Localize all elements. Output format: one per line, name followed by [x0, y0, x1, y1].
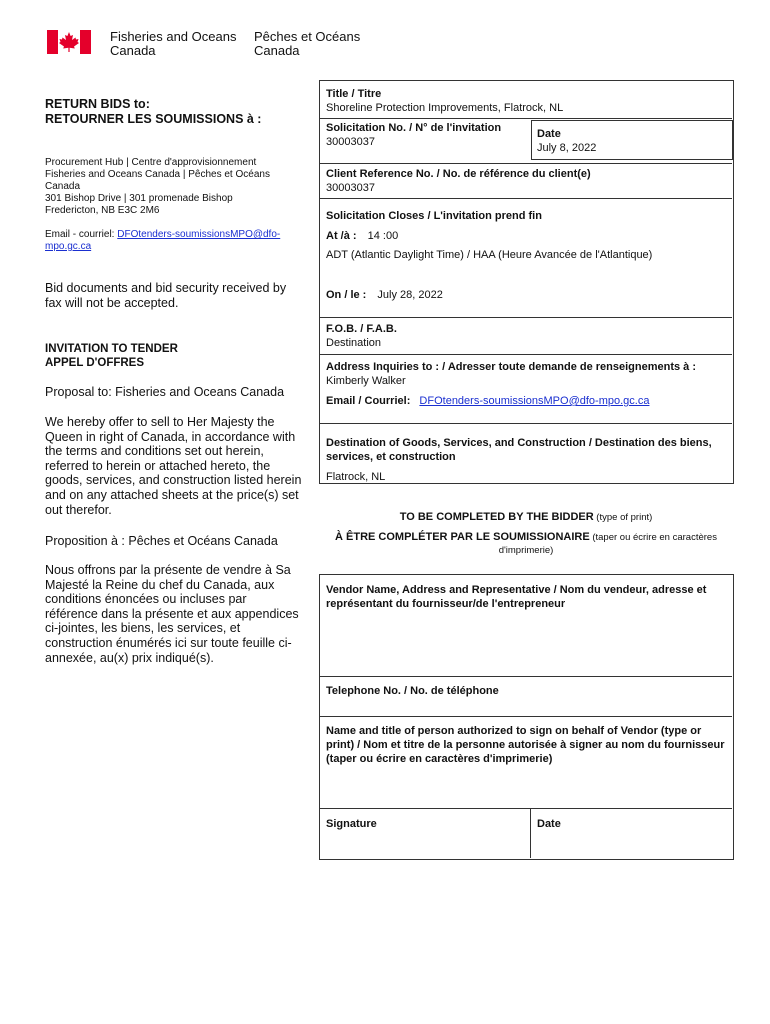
at-label: At /à : — [326, 230, 357, 242]
address-line: 301 Bishop Drive | 301 promenade Bishop — [45, 193, 233, 204]
offer-text-fr: Nous offrons par la présente de vendre à Sa Majesté la Reine du chef du Canada, aux conditions énoncées ou incluses par référence dans la présente et aux appendices ci-jointes, les biens, les services, et construction énumérés ici sur toute feuille ci-annexée, au(x) prix indiqué(s). — [45, 563, 299, 665]
destination-value: Flatrock, NL — [326, 471, 386, 483]
row-divider — [320, 716, 732, 717]
invitation-fr: APPEL D'OFFRES — [45, 357, 145, 369]
inquiries-cell — [326, 360, 728, 388]
wordmark-fr — [254, 30, 360, 58]
bidder-heading-fr-bold: À ÊTRE COMPLÉTER PAR LE SOUMISSIONAIRE — [335, 531, 590, 543]
canada-flag-logo — [47, 30, 91, 54]
return-email-link-cont[interactable]: mpo.gc.ca — [45, 241, 92, 252]
bidder-heading-en-bold: TO BE COMPLETED BY THE BIDDER — [399, 511, 594, 523]
closes-on — [326, 288, 726, 302]
solicitation-value: 30003037 — [326, 136, 375, 148]
invitation-heading — [45, 342, 305, 370]
address-line: Fredericton, NB E3C 2M6 — [45, 205, 160, 216]
inquiries-value: Kimberly Walker — [326, 375, 406, 387]
offer-text-en: We hereby offer to sell to Her Majesty the Queen in right of Canada, in accordance with the terms and conditions set out herein, referred to herein or attached hereto, the goods, services, and construction listed herein and on any attached sheets at the price(s) set out therefor. — [45, 415, 302, 517]
signature-label: Signature — [326, 818, 377, 830]
wordmark-en-line2: Canada — [110, 43, 156, 58]
destination-label: Destination of Goods, Services, and Construction / Destination des biens, services, et construction — [326, 437, 712, 463]
solicitation-label: Solicitation No. / N° de l'invitation — [326, 122, 502, 134]
row-divider — [320, 163, 732, 164]
date-value: July 8, 2022 — [537, 142, 597, 154]
bidder-date-label: Date — [537, 818, 561, 830]
timezone-text: ADT (Atlantic Daylight Time) / HAA (Heure Avancée de l'Atlantique) — [326, 249, 653, 261]
bidder-date-field[interactable] — [531, 832, 731, 858]
proposal-fr: Proposition à : Pêches et Océans Canada — [45, 534, 278, 548]
authorized-field[interactable] — [320, 768, 732, 808]
bidder-heading-en — [320, 510, 732, 525]
on-value: July 28, 2022 — [377, 289, 443, 301]
return-bids-heading — [45, 97, 305, 127]
closes-label: Solicitation Closes / L'invitation prend fin — [326, 210, 542, 222]
return-bids-fr: RETOURNER LES SOUMISSIONS à : — [45, 112, 262, 126]
fob-value: Destination — [326, 337, 382, 349]
inquiries-email-link[interactable]: DFOtenders-soumissionsMPO@dfo-mpo.gc.ca — [419, 395, 650, 407]
telephone-field[interactable] — [320, 700, 732, 716]
email-prefix: Email - courriel: — [45, 229, 118, 240]
closes-at — [326, 229, 726, 243]
address-line: Procurement Hub | Centre d'approvisionnement — [45, 157, 257, 168]
bidder-heading-fr — [320, 531, 732, 557]
address-line: Canada — [45, 181, 81, 192]
title-label: Title / Titre — [326, 88, 382, 100]
vendor-field[interactable] — [320, 612, 732, 676]
on-label: On / le : — [326, 289, 367, 301]
telephone-label: Telephone No. / No. de téléphone — [326, 685, 499, 697]
invitation-en: INVITATION TO TENDER — [45, 343, 178, 355]
fob-cell — [326, 322, 726, 350]
return-email-link[interactable]: DFOtenders-soumissionsMPO@dfo- — [117, 229, 281, 240]
fax-notice: Bid documents and bid security received by fax will not be accepted. — [45, 281, 287, 310]
bidder-heading-en-rest: (type of print) — [593, 512, 653, 523]
address-line: Fisheries and Oceans Canada | Pêches et Océans — [45, 169, 270, 180]
row-divider — [320, 808, 732, 809]
bidder-heading-fr-rest: (taper ou écrire en caractères d'imprimerie) — [498, 532, 717, 556]
wordmark-en — [110, 30, 236, 58]
wordmark-en-line1: Fisheries and Oceans — [110, 29, 237, 44]
inquiries-email — [326, 394, 728, 408]
authorized-label: Name and title of person authorized to sign on behalf of Vendor (type or print) / Nom et titre de la personne autorisée à signer au nom du fournisseur (taper ou écrire en caractères d'imprimerie) — [326, 725, 725, 765]
row-divider — [320, 676, 732, 677]
vendor-label: Vendor Name, Address and Representative / Nom du vendeur, adresse et représentant du fournisseur/de l'entrepreneur — [326, 584, 707, 610]
wordmark-fr-line2: Canada — [254, 43, 300, 58]
solicitation-cell — [326, 121, 531, 149]
email-label: Email / Courriel: — [326, 395, 411, 407]
date-label: Date — [537, 128, 561, 140]
fob-label: F.O.B. / F.A.B. — [326, 323, 397, 335]
proposal-en: Proposal to: Fisheries and Oceans Canada — [45, 385, 285, 399]
signature-field[interactable] — [320, 832, 530, 858]
return-address — [45, 157, 305, 217]
row-divider — [320, 354, 732, 355]
at-value: 14 :00 — [367, 230, 399, 242]
wordmark-fr-line1: Pêches et Océans — [254, 29, 361, 44]
client-ref-value: 30003037 — [326, 182, 375, 194]
maple-leaf-icon — [58, 30, 80, 54]
inquiries-label: Address Inquiries to : / Adresser toute demande de renseignements à : — [326, 361, 697, 373]
return-bids-en: RETURN BIDS to: — [45, 97, 150, 111]
date-cell — [537, 127, 727, 155]
client-ref-cell — [326, 167, 726, 195]
row-divider — [320, 118, 732, 119]
row-divider — [320, 198, 732, 199]
client-ref-label: Client Reference No. / No. de référence du client(e) — [326, 168, 591, 180]
row-divider — [320, 423, 732, 424]
return-email — [45, 229, 305, 253]
title-value: Shoreline Protection Improvements, Flatrock, NL — [326, 102, 564, 114]
title-cell — [326, 87, 726, 115]
row-divider — [320, 317, 732, 318]
